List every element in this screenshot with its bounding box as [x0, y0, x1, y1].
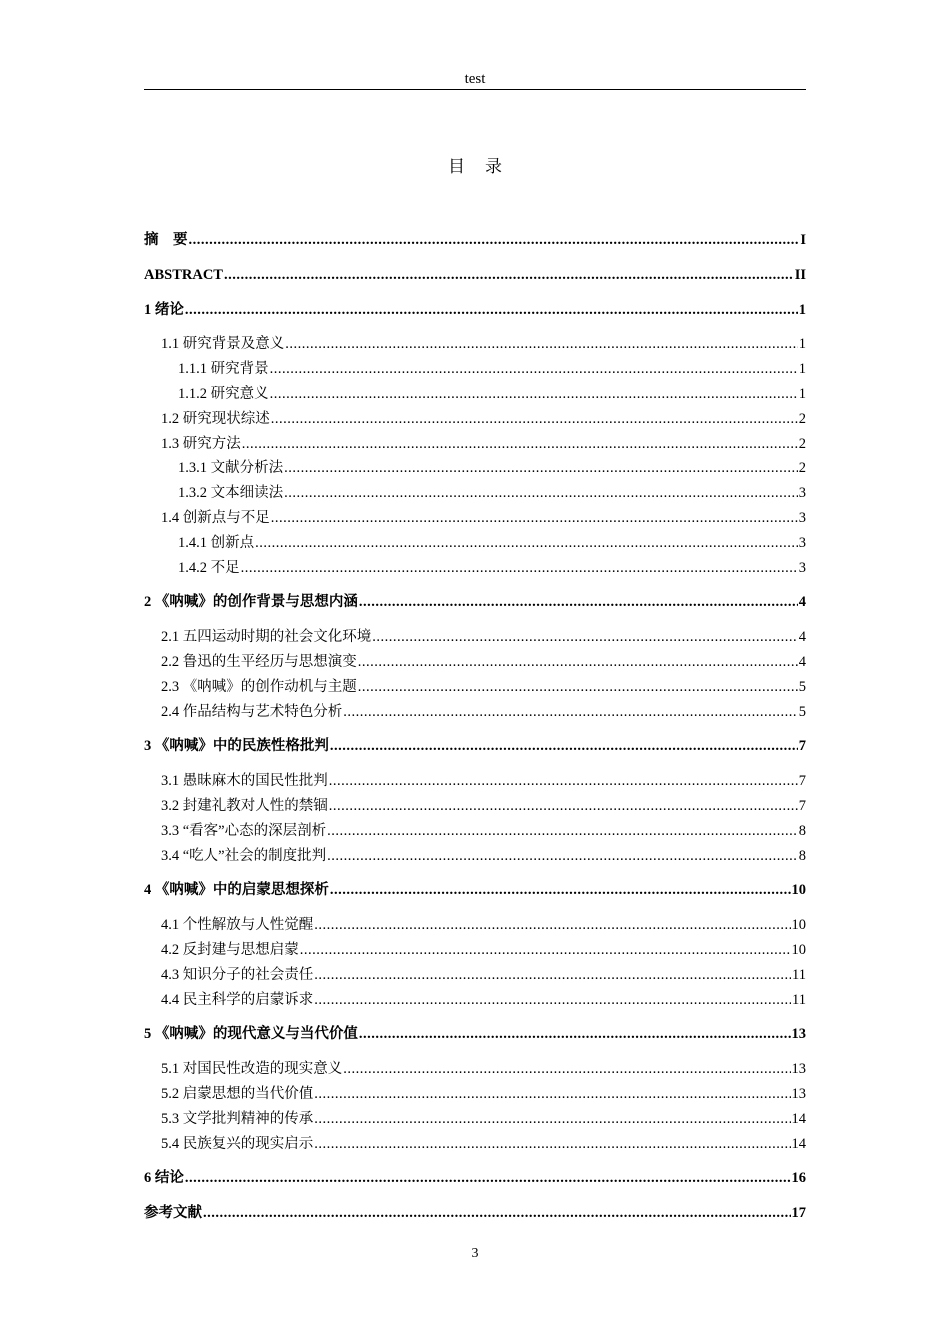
- toc-entry[interactable]: [144, 734, 806, 759]
- toc-leader-dots: [300, 938, 791, 963]
- toc-leader-dots: [327, 819, 798, 844]
- toc-entry[interactable]: [144, 1132, 806, 1157]
- toc-entry[interactable]: [144, 298, 806, 323]
- page-header: test: [144, 69, 806, 90]
- toc-leader-dots: [241, 556, 798, 581]
- toc-entry-page: 14: [791, 1135, 806, 1152]
- toc-entry-label: 2.4 作品结构与艺术特色分析: [161, 703, 343, 720]
- toc-entry-label: 5.1 对国民性改造的现实意义: [161, 1061, 343, 1078]
- toc-entry[interactable]: [144, 794, 806, 819]
- toc-entry-page: 1: [798, 361, 806, 378]
- toc-entry-label: 5.3 文学批判精神的传承: [161, 1110, 314, 1127]
- toc-leader-dots: [185, 1166, 791, 1191]
- toc-entry-page: 17: [791, 1205, 806, 1222]
- toc-entry-label: 1.4.2 不足: [178, 559, 240, 576]
- toc-entry-label: 4.3 知识分子的社会责任: [161, 966, 314, 983]
- toc-entry-label: 3.1 愚昧麻木的国民性批判: [161, 773, 328, 790]
- toc-leader-dots: [358, 675, 798, 700]
- toc-entry[interactable]: [144, 963, 806, 988]
- toc-entry-label: 2.1 五四运动时期的社会文化环境: [161, 629, 372, 646]
- toc-leader-dots: [330, 734, 798, 759]
- toc-entry-label: 1.3 研究方法: [161, 435, 241, 452]
- toc-entry[interactable]: [144, 407, 806, 432]
- toc-entry-page: 3: [798, 534, 806, 551]
- toc-entry[interactable]: [144, 481, 806, 506]
- toc-entry-label: 2.3 《呐喊》的创作动机与主题: [161, 678, 357, 695]
- toc-entry-label: 1.4.1 创新点: [178, 534, 255, 551]
- toc-entry-label: 1.2 研究现状综述: [161, 410, 270, 427]
- toc-entry[interactable]: [144, 357, 806, 382]
- toc-entry[interactable]: [144, 769, 806, 794]
- toc-entry-label: 4.1 个性解放与人性觉醒: [161, 917, 314, 934]
- toc-leader-dots: [314, 1132, 790, 1157]
- toc-entry[interactable]: [144, 650, 806, 675]
- toc-entry-page: 1: [798, 301, 806, 318]
- toc-entry-label: 3 《呐喊》中的民族性格批判: [144, 738, 329, 755]
- toc-leader-dots: [314, 1107, 790, 1132]
- toc-entry[interactable]: [144, 263, 806, 288]
- toc-entry-label: 1.3.2 文本细读法: [178, 485, 284, 502]
- toc-entry-page: 13: [791, 1061, 806, 1078]
- toc-entry[interactable]: [144, 675, 806, 700]
- toc-leader-dots: [314, 988, 791, 1013]
- toc-entry-page: 2: [798, 460, 806, 477]
- toc-title-right: 录: [485, 157, 502, 176]
- toc-title: [0, 152, 950, 177]
- toc-entry-page: 4: [798, 653, 806, 670]
- toc-entry[interactable]: [144, 590, 806, 615]
- toc-entry-page: 7: [798, 738, 806, 755]
- toc-leader-dots: [359, 590, 798, 615]
- toc-entry-page: 7: [798, 773, 806, 790]
- toc-leader-dots: [271, 506, 798, 531]
- toc-entry-page: 13: [791, 1026, 806, 1043]
- toc-entry-label: 摘 要: [144, 232, 188, 248]
- toc-entry[interactable]: [144, 1201, 806, 1226]
- toc-entry[interactable]: [144, 1166, 806, 1191]
- toc-entry[interactable]: [144, 625, 806, 650]
- toc-entry-label: 3.2 封建礼教对人性的禁锢: [161, 797, 328, 814]
- toc-leader-dots: [314, 913, 790, 938]
- toc-leader-dots: [358, 650, 798, 675]
- toc-entry-page: 3: [798, 485, 806, 502]
- toc-entry[interactable]: [144, 1082, 806, 1107]
- toc-entry[interactable]: [144, 531, 806, 556]
- toc-leader-dots: [189, 228, 800, 253]
- toc-entry[interactable]: [144, 228, 806, 253]
- toc-entry-page: 7: [798, 797, 806, 814]
- toc-entry-page: 10: [791, 917, 806, 934]
- toc-entry-page: 11: [792, 991, 806, 1008]
- toc-leader-dots: [314, 963, 791, 988]
- toc-entry-label: 5.4 民族复兴的现实启示: [161, 1135, 314, 1152]
- toc-entry-page: 1: [798, 385, 806, 402]
- toc-entry-label: 5 《呐喊》的现代意义与当代价值: [144, 1026, 358, 1043]
- toc-leader-dots: [242, 432, 798, 457]
- toc-entry[interactable]: [144, 332, 806, 357]
- toc-entry-page: 4: [798, 594, 806, 611]
- toc-entry-page: 11: [792, 966, 806, 983]
- toc-leader-dots: [314, 1082, 790, 1107]
- toc-title-left: 目: [448, 157, 465, 176]
- toc-leader-dots: [343, 700, 798, 725]
- toc-entry-label: 3.4 “吃人”社会的制度批判: [161, 847, 327, 864]
- toc-leader-dots: [271, 407, 798, 432]
- toc-entry-page: 16: [791, 1170, 806, 1187]
- toc-entry[interactable]: [144, 819, 806, 844]
- toc-entry-label: 1.1 研究背景及意义: [161, 336, 285, 353]
- toc-leader-dots: [330, 878, 791, 903]
- toc-entry-label: 2 《呐喊》的创作背景与思想内涵: [144, 594, 358, 611]
- toc-entry-page: 4: [798, 629, 806, 646]
- toc-entry-label: 1.1.2 研究意义: [178, 385, 269, 402]
- toc-entry[interactable]: [144, 506, 806, 531]
- toc-leader-dots: [185, 298, 798, 323]
- toc-leader-dots: [329, 769, 798, 794]
- toc-entry-page: 5: [798, 703, 806, 720]
- toc-leader-dots: [284, 456, 798, 481]
- toc-entry[interactable]: [144, 456, 806, 481]
- table-of-contents: [144, 228, 806, 1226]
- toc-entry-page: 10: [791, 941, 806, 958]
- toc-leader-dots: [327, 844, 798, 869]
- toc-entry-page: 10: [791, 882, 806, 899]
- toc-entry[interactable]: [144, 1057, 806, 1082]
- toc-leader-dots: [284, 481, 798, 506]
- toc-entry-page: 14: [791, 1110, 806, 1127]
- toc-entry[interactable]: [144, 382, 806, 407]
- toc-entry-label: 1.3.1 文献分析法: [178, 460, 284, 477]
- toc-entry[interactable]: [144, 844, 806, 869]
- toc-entry[interactable]: [144, 432, 806, 457]
- toc-leader-dots: [372, 625, 798, 650]
- toc-entry-page: 5: [798, 678, 806, 695]
- toc-leader-dots: [255, 531, 798, 556]
- toc-entry-label: 1.4 创新点与不足: [161, 509, 270, 526]
- toc-entry-label: 4 《呐喊》中的启蒙思想探析: [144, 882, 329, 899]
- toc-entry-label: ABSTRACT: [144, 266, 223, 283]
- toc-entry-page: 2: [798, 435, 806, 452]
- toc-entry[interactable]: [144, 938, 806, 963]
- toc-entry-label: 1.1.1 研究背景: [178, 361, 269, 378]
- toc-entry-page: 8: [798, 847, 806, 864]
- toc-leader-dots: [270, 357, 798, 382]
- toc-entry-page: 1: [798, 336, 806, 353]
- page-number: 3: [471, 1246, 479, 1261]
- toc-leader-dots: [343, 1057, 790, 1082]
- toc-entry[interactable]: [144, 1107, 806, 1132]
- toc-entry-label: 5.2 启蒙思想的当代价值: [161, 1085, 314, 1102]
- toc-entry-page: 13: [791, 1085, 806, 1102]
- toc-leader-dots: [224, 263, 794, 288]
- toc-entry-page: 8: [798, 822, 806, 839]
- toc-entry[interactable]: [144, 1022, 806, 1047]
- toc-entry[interactable]: [144, 878, 806, 903]
- toc-entry[interactable]: [144, 700, 806, 725]
- toc-entry-label: 参考文献: [144, 1205, 202, 1222]
- toc-entry-label: 4.2 反封建与思想启蒙: [161, 941, 299, 958]
- toc-entry-label: 2.2 鲁迅的生平经历与思想演变: [161, 653, 357, 670]
- toc-leader-dots: [285, 332, 798, 357]
- toc-entry-page: 2: [798, 410, 806, 427]
- toc-entry[interactable]: [144, 556, 806, 581]
- toc-leader-dots: [203, 1201, 791, 1226]
- toc-leader-dots: [270, 382, 798, 407]
- toc-leader-dots: [359, 1022, 791, 1047]
- toc-entry-page: I: [800, 232, 806, 248]
- toc-entry-label: 6 结论: [144, 1170, 184, 1187]
- toc-entry-label: 3.3 “看客”心态的深层剖析: [161, 822, 327, 839]
- toc-entry-page: 3: [798, 559, 806, 576]
- toc-entry[interactable]: [144, 913, 806, 938]
- toc-entry[interactable]: [144, 988, 806, 1013]
- toc-entry-page: II: [794, 266, 806, 283]
- toc-entry-label: 1 绪论: [144, 301, 184, 318]
- toc-entry-page: 3: [798, 509, 806, 526]
- toc-leader-dots: [329, 794, 798, 819]
- toc-entry-label: 4.4 民主科学的启蒙诉求: [161, 991, 314, 1008]
